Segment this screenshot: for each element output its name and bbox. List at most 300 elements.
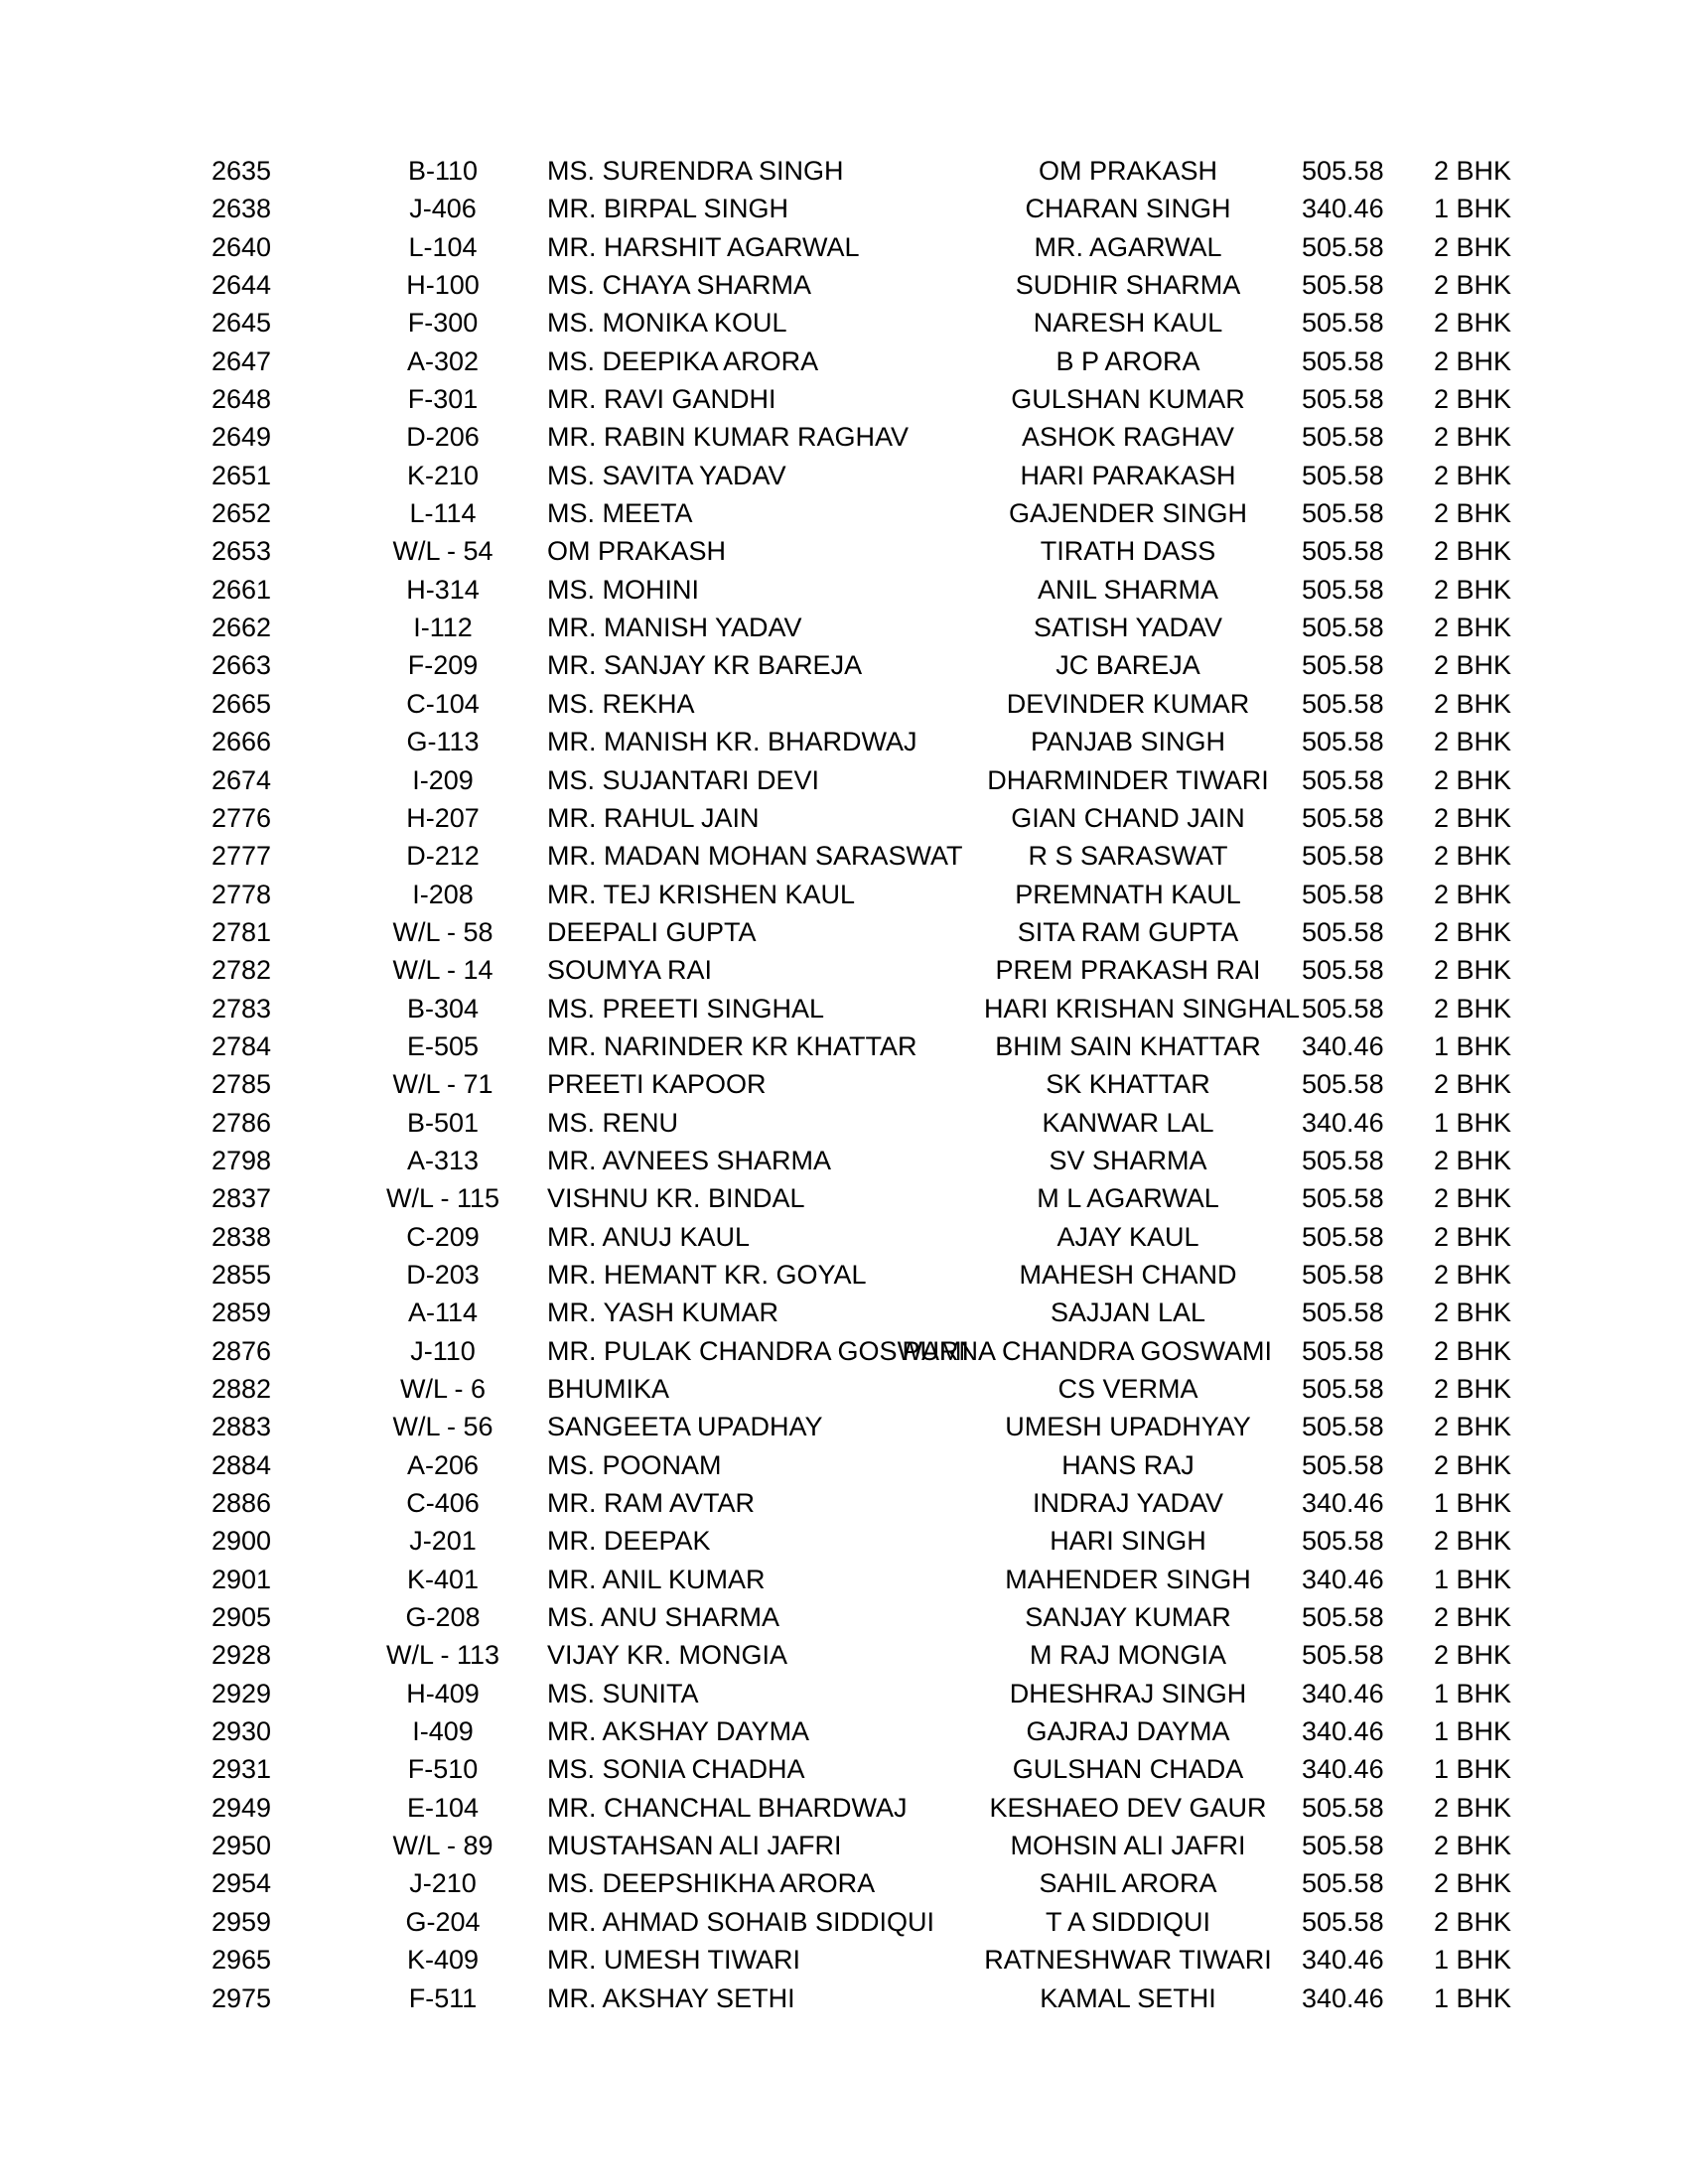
area-cell: 505.58 [1302, 613, 1384, 643]
allottee-name-cell: MS. DEEPSHIKHA ARORA [547, 1868, 876, 1899]
table-row [0, 799, 1688, 837]
serial-number-cell: 2652 [211, 498, 272, 529]
flat-type-cell: 2 BHK [1434, 231, 1512, 262]
serial-number-cell: 2648 [211, 384, 272, 415]
allottee-name-cell: MR. BIRPAL SINGH [547, 194, 789, 224]
flat-type-cell: 2 BHK [1434, 1374, 1512, 1404]
area-cell: 505.58 [1302, 1145, 1384, 1175]
father-name-cell: RATNESHWAR TIWARI [984, 1945, 1272, 1976]
flat-type-cell: 1 BHK [1434, 1754, 1512, 1785]
flat-number-cell: J-210 [409, 1868, 477, 1899]
flat-number-cell: F-511 [408, 1982, 478, 2013]
table-row [0, 1750, 1688, 1788]
flat-type-cell: 2 BHK [1434, 1526, 1512, 1557]
father-name-cell: R S SARASWAT [1028, 841, 1228, 872]
flat-number-cell: G-113 [406, 727, 480, 757]
father-name-cell: MAHENDER SINGH [1005, 1564, 1251, 1594]
area-cell: 505.58 [1302, 1221, 1384, 1252]
flat-number-cell: W/L - 56 [392, 1412, 493, 1442]
serial-number-cell: 2876 [211, 1335, 272, 1366]
flat-type-cell: 1 BHK [1434, 1945, 1512, 1976]
serial-number-cell: 2782 [211, 955, 272, 986]
flat-type-cell: 2 BHK [1434, 802, 1512, 833]
father-name-cell: TIRATH DASS [1040, 536, 1216, 567]
flat-number-cell: W/L - 115 [385, 1183, 500, 1214]
allottee-name-cell: MR. MANISH YADAV [547, 613, 802, 643]
allottee-name-cell: MR. SANJAY KR BAREJA [547, 650, 863, 681]
flat-number-cell: C-406 [406, 1488, 480, 1519]
flat-type-cell: 2 BHK [1434, 384, 1512, 415]
flat-number-cell: L-114 [409, 498, 477, 529]
flat-number-cell: L-104 [408, 231, 478, 262]
allottee-name-cell: MR. AKSHAY DAYMA [547, 1716, 810, 1747]
table-row [0, 1979, 1688, 2017]
area-cell: 340.46 [1302, 1945, 1384, 1976]
flat-number-cell: A-313 [406, 1145, 480, 1175]
father-name-cell: GIAN CHAND JAIN [1011, 802, 1245, 833]
flat-type-cell: 2 BHK [1434, 345, 1512, 376]
flat-number-cell: W/L - 89 [392, 1831, 493, 1861]
father-name-cell: SAJJAN LAL [1050, 1297, 1206, 1328]
table-row [0, 1561, 1688, 1598]
father-name-cell: DEVINDER KUMAR [1006, 688, 1250, 719]
allottee-name-cell: MR. RABIN KUMAR RAGHAV [547, 422, 910, 453]
flat-number-cell: K-401 [406, 1564, 480, 1594]
allottee-name-cell: MR. RAM AVTAR [547, 1488, 756, 1519]
table-row [0, 1675, 1688, 1712]
flat-type-cell: 2 BHK [1434, 460, 1512, 490]
father-name-cell: INDRAJ YADAV [1032, 1488, 1224, 1519]
allottee-name-cell: MUSTAHSAN ALI JAFRI [547, 1831, 842, 1861]
area-cell: 505.58 [1302, 460, 1384, 490]
allottee-name-cell: MR. NARINDER KR KHATTAR [547, 1030, 917, 1061]
area-cell: 340.46 [1302, 194, 1384, 224]
flat-number-cell: J-201 [409, 1526, 477, 1557]
table-row [0, 646, 1688, 684]
flat-number-cell: B-304 [406, 993, 480, 1024]
father-name-cell: CS VERMA [1057, 1374, 1198, 1404]
table-row [0, 342, 1688, 380]
area-cell: 505.58 [1302, 384, 1384, 415]
allottee-name-cell: MR. PULAK CHANDRA GOSWAMI [547, 1335, 970, 1366]
flat-type-cell: 2 BHK [1434, 1412, 1512, 1442]
allottee-name-cell: MS. SAVITA YADAV [547, 460, 786, 490]
area-cell: 505.58 [1302, 1449, 1384, 1480]
flat-number-cell: W/L - 6 [399, 1374, 486, 1404]
serial-number-cell: 2838 [211, 1221, 272, 1252]
serial-number-cell: 2886 [211, 1488, 272, 1519]
father-name-cell: GAJENDER SINGH [1008, 498, 1248, 529]
allottee-name-cell: MR. HEMANT KR. GOYAL [547, 1259, 867, 1290]
table-row [0, 228, 1688, 266]
allottee-name-cell: MS. MONIKA KOUL [547, 308, 787, 339]
flat-type-cell: 2 BHK [1434, 1602, 1512, 1633]
allottee-name-cell: MS. RENU [547, 1107, 679, 1138]
area-cell: 505.58 [1302, 1412, 1384, 1442]
area-cell: 505.58 [1302, 879, 1384, 909]
father-name-cell: HARI PARAKASH [1020, 460, 1236, 490]
father-name-cell: ANIL SHARMA [1037, 574, 1219, 605]
allottee-name-cell: MS. SUJANTARI DEVI [547, 764, 820, 795]
flat-type-cell: 2 BHK [1434, 1449, 1512, 1480]
allottee-name-cell: DEEPALI GUPTA [547, 916, 757, 947]
allottee-name-cell: MR. MADAN MOHAN SARASWAT [547, 841, 963, 872]
father-name-cell: KAMAL SETHI [1040, 1982, 1216, 2013]
father-name-cell: SK KHATTAR [1046, 1069, 1210, 1100]
area-cell: 505.58 [1302, 156, 1384, 186]
father-name-cell: MR. AGARWAL [1034, 231, 1222, 262]
serial-number-cell: 2777 [211, 841, 272, 872]
flat-number-cell: F-300 [407, 308, 479, 339]
allottee-name-cell: MR. AVNEES SHARMA [547, 1145, 832, 1175]
serial-number-cell: 2674 [211, 764, 272, 795]
area-cell: 340.46 [1302, 1982, 1384, 2013]
serial-number-cell: 2778 [211, 879, 272, 909]
father-name-cell: GULSHAN CHADA [1012, 1754, 1244, 1785]
father-name-cell: SANJAY KUMAR [1025, 1602, 1231, 1633]
flat-number-cell: I-209 [412, 764, 474, 795]
flat-type-cell: 2 BHK [1434, 422, 1512, 453]
area-cell: 340.46 [1302, 1488, 1384, 1519]
father-name-cell: SATISH YADAV [1033, 613, 1223, 643]
serial-number-cell: 2635 [211, 156, 272, 186]
serial-number-cell: 2975 [211, 1982, 272, 2013]
table-row [0, 1598, 1688, 1636]
flat-type-cell: 2 BHK [1434, 1906, 1512, 1937]
flat-number-cell: W/L - 58 [392, 916, 493, 947]
area-cell: 505.58 [1302, 1069, 1384, 1100]
father-name-cell: ASHOK RAGHAV [1021, 422, 1235, 453]
flat-number-cell: H-314 [406, 574, 480, 605]
table-row [0, 951, 1688, 989]
serial-number-cell: 2781 [211, 916, 272, 947]
flat-type-cell: 2 BHK [1434, 650, 1512, 681]
serial-number-cell: 2785 [211, 1069, 272, 1100]
allottee-name-cell: SANGEETA UPADHAY [547, 1412, 823, 1442]
table-row [0, 1027, 1688, 1065]
allottee-name-cell: MS. MOHINI [547, 574, 699, 605]
serial-number-cell: 2776 [211, 802, 272, 833]
flat-number-cell: I-112 [413, 613, 473, 643]
area-cell: 505.58 [1302, 802, 1384, 833]
flat-type-cell: 2 BHK [1434, 270, 1512, 301]
allottee-name-cell: MS. REKHA [547, 688, 695, 719]
area-cell: 505.58 [1302, 270, 1384, 301]
flat-number-cell: D-203 [406, 1259, 480, 1290]
flat-type-cell: 2 BHK [1434, 498, 1512, 529]
area-cell: 340.46 [1302, 1030, 1384, 1061]
allottee-name-cell: MS. SUNITA [547, 1678, 699, 1708]
area-cell: 340.46 [1302, 1678, 1384, 1708]
area-cell: 505.58 [1302, 1183, 1384, 1214]
father-name-cell: BHIM SAIN KHATTAR [995, 1030, 1261, 1061]
table-row [0, 1484, 1688, 1522]
area-cell: 505.58 [1302, 955, 1384, 986]
serial-number-cell: 2651 [211, 460, 272, 490]
flat-number-cell: W/L - 113 [385, 1640, 500, 1671]
father-name-cell: NARESH KAUL [1033, 308, 1223, 339]
flat-type-cell: 2 BHK [1434, 1145, 1512, 1175]
serial-number-cell: 2954 [211, 1868, 272, 1899]
flat-number-cell: C-104 [406, 688, 480, 719]
flat-number-cell: H-409 [406, 1678, 480, 1708]
father-name-cell: PREMNATH KAUL [1015, 879, 1241, 909]
flat-type-cell: 2 BHK [1434, 993, 1512, 1024]
flat-number-cell: A-114 [407, 1297, 479, 1328]
flat-number-cell: B-501 [406, 1107, 480, 1138]
area-cell: 505.58 [1302, 308, 1384, 339]
flat-type-cell: 2 BHK [1434, 1335, 1512, 1366]
flat-number-cell: J-110 [410, 1335, 476, 1366]
serial-number-cell: 2663 [211, 650, 272, 681]
area-cell: 505.58 [1302, 764, 1384, 795]
allottee-name-cell: MR. RAHUL JAIN [547, 802, 760, 833]
flat-number-cell: E-104 [406, 1792, 480, 1823]
serial-number-cell: 2798 [211, 1145, 272, 1175]
allottee-name-cell: MS. CHAYA SHARMA [547, 270, 812, 301]
father-name-cell: GULSHAN KUMAR [1011, 384, 1245, 415]
serial-number-cell: 2928 [211, 1640, 272, 1671]
allottee-name-cell: MS. MEETA [547, 498, 693, 529]
flat-type-cell: 2 BHK [1434, 536, 1512, 567]
table-row [0, 1142, 1688, 1179]
flat-type-cell: 1 BHK [1434, 1488, 1512, 1519]
flat-type-cell: 2 BHK [1434, 1792, 1512, 1823]
table-row [0, 723, 1688, 760]
father-name-cell: SITA RAM GUPTA [1017, 916, 1239, 947]
flat-type-cell: 1 BHK [1434, 194, 1512, 224]
serial-number-cell: 2884 [211, 1449, 272, 1480]
area-cell: 505.58 [1302, 1335, 1384, 1366]
area-cell: 505.58 [1302, 1374, 1384, 1404]
serial-number-cell: 2653 [211, 536, 272, 567]
flat-number-cell: H-207 [406, 802, 480, 833]
serial-number-cell: 2666 [211, 727, 272, 757]
table-row [0, 1864, 1688, 1902]
table-row [0, 1332, 1688, 1370]
table-row [0, 837, 1688, 875]
flat-number-cell: E-505 [406, 1030, 480, 1061]
area-cell: 340.46 [1302, 1107, 1384, 1138]
flat-type-cell: 1 BHK [1434, 1030, 1512, 1061]
area-cell: 505.58 [1302, 688, 1384, 719]
allottee-name-cell: MR. AHMAD SOHAIB SIDDIQUI [547, 1906, 935, 1937]
flat-number-cell: K-409 [406, 1945, 480, 1976]
flat-number-cell: G-208 [405, 1602, 481, 1633]
table-row [0, 1446, 1688, 1484]
flat-number-cell: G-204 [405, 1906, 481, 1937]
flat-type-cell: 2 BHK [1434, 916, 1512, 947]
father-name-cell: M L AGARWAL [1037, 1183, 1219, 1214]
area-cell: 505.58 [1302, 1831, 1384, 1861]
serial-number-cell: 2949 [211, 1792, 272, 1823]
flat-number-cell: W/L - 54 [392, 536, 493, 567]
table-row [0, 1712, 1688, 1750]
table-row [0, 190, 1688, 227]
allottee-name-cell: BHUMIKA [547, 1374, 670, 1404]
allottee-name-cell: MR. AKSHAY SETHI [547, 1982, 795, 2013]
father-name-cell: AJAY KAUL [1056, 1221, 1199, 1252]
table-row [0, 990, 1688, 1027]
area-cell: 505.58 [1302, 231, 1384, 262]
flat-type-cell: 2 BHK [1434, 1640, 1512, 1671]
father-name-cell: DHARMINDER TIWARI [987, 764, 1269, 795]
father-name-cell: MAHESH CHAND [1019, 1259, 1237, 1290]
father-name-cell: HARI SINGH [1050, 1526, 1206, 1557]
serial-number-cell: 2784 [211, 1030, 272, 1061]
area-cell: 505.58 [1302, 1906, 1384, 1937]
area-cell: 505.58 [1302, 841, 1384, 872]
serial-number-cell: 2901 [211, 1564, 272, 1594]
flat-number-cell: J-406 [409, 194, 477, 224]
serial-number-cell: 2645 [211, 308, 272, 339]
flat-number-cell: D-206 [406, 422, 480, 453]
table-row [0, 494, 1688, 532]
area-cell: 505.58 [1302, 1792, 1384, 1823]
serial-number-cell: 2638 [211, 194, 272, 224]
flat-type-cell: 2 BHK [1434, 1183, 1512, 1214]
allottee-name-cell: MS. ANU SHARMA [547, 1602, 780, 1633]
area-cell: 505.58 [1302, 1640, 1384, 1671]
allottee-name-cell: MS. SONIA CHADHA [547, 1754, 805, 1785]
father-name-cell: SAHIL ARORA [1039, 1868, 1217, 1899]
serial-number-cell: 2882 [211, 1374, 272, 1404]
serial-number-cell: 2649 [211, 422, 272, 453]
allottee-name-cell: OM PRAKASH [547, 536, 727, 567]
area-cell: 505.58 [1302, 1868, 1384, 1899]
flat-number-cell: C-209 [406, 1221, 480, 1252]
allottee-name-cell: MR. HARSHIT AGARWAL [547, 231, 860, 262]
table-row [0, 1104, 1688, 1142]
father-name-cell: M RAJ MONGIA [1029, 1640, 1226, 1671]
flat-number-cell: F-209 [407, 650, 479, 681]
allottee-name-cell: MR. MANISH KR. BHARDWAJ [547, 727, 917, 757]
allottee-name-cell: MS. SURENDRA SINGH [547, 156, 844, 186]
serial-number-cell: 2905 [211, 1602, 272, 1633]
flat-number-cell: A-302 [406, 345, 480, 376]
serial-number-cell: 2855 [211, 1259, 272, 1290]
serial-number-cell: 2783 [211, 993, 272, 1024]
table-row [0, 1179, 1688, 1217]
area-cell: 505.58 [1302, 727, 1384, 757]
table-row [0, 380, 1688, 418]
flat-number-cell: W/L - 71 [392, 1069, 493, 1100]
flat-type-cell: 1 BHK [1434, 1716, 1512, 1747]
serial-number-cell: 2837 [211, 1183, 272, 1214]
serial-number-cell: 2640 [211, 231, 272, 262]
table-row [0, 1789, 1688, 1827]
allottee-name-cell: MS. PREETI SINGHAL [547, 993, 825, 1024]
table-row [0, 1256, 1688, 1294]
table-row [0, 609, 1688, 646]
allottee-name-cell: VIJAY KR. MONGIA [547, 1640, 788, 1671]
flat-type-cell: 1 BHK [1434, 1107, 1512, 1138]
table-row [0, 1941, 1688, 1979]
area-cell: 340.46 [1302, 1754, 1384, 1785]
table-row [0, 152, 1688, 190]
allottee-name-cell: MR. UMESH TIWARI [547, 1945, 800, 1976]
allottee-name-cell: MR. ANUJ KAUL [547, 1221, 751, 1252]
father-name-cell: DHESHRAJ SINGH [1009, 1678, 1247, 1708]
area-cell: 505.58 [1302, 498, 1384, 529]
table-row [0, 304, 1688, 341]
father-name-cell: T A SIDDIQUI [1045, 1906, 1211, 1937]
father-name-cell: OM PRAKASH [1038, 156, 1218, 186]
serial-number-cell: 2665 [211, 688, 272, 719]
table-row [0, 761, 1688, 799]
serial-number-cell: 2786 [211, 1107, 272, 1138]
flat-number-cell: D-212 [406, 841, 480, 872]
serial-number-cell: 2883 [211, 1412, 272, 1442]
table-row [0, 418, 1688, 456]
table-row [0, 913, 1688, 951]
serial-number-cell: 2644 [211, 270, 272, 301]
father-name-cell: KESHAEO DEV GAUR [989, 1792, 1267, 1823]
flat-type-cell: 2 BHK [1434, 955, 1512, 986]
table-row [0, 1370, 1688, 1408]
flat-number-cell: K-210 [406, 460, 480, 490]
area-cell: 505.58 [1302, 574, 1384, 605]
table-row [0, 532, 1688, 570]
allottee-name-cell: MR. TEJ KRISHEN KAUL [547, 879, 856, 909]
area-cell: 505.58 [1302, 993, 1384, 1024]
flat-type-cell: 2 BHK [1434, 1297, 1512, 1328]
area-cell: 505.58 [1302, 650, 1384, 681]
table-row [0, 1903, 1688, 1941]
flat-type-cell: 2 BHK [1434, 613, 1512, 643]
allottee-name-cell: MR. ANIL KUMAR [547, 1564, 766, 1594]
allottee-name-cell: MR. CHANCHAL BHARDWAJ [547, 1792, 908, 1823]
serial-number-cell: 2965 [211, 1945, 272, 1976]
serial-number-cell: 2859 [211, 1297, 272, 1328]
father-name-cell: CHARAN SINGH [1025, 194, 1231, 224]
flat-number-cell: F-510 [407, 1754, 479, 1785]
area-cell: 505.58 [1302, 1259, 1384, 1290]
allottee-name-cell: MR. DEEPAK [547, 1526, 711, 1557]
flat-type-cell: 2 BHK [1434, 1259, 1512, 1290]
father-name-cell: SUDHIR SHARMA [1015, 270, 1241, 301]
flat-type-cell: 1 BHK [1434, 1564, 1512, 1594]
flat-type-cell: 1 BHK [1434, 1982, 1512, 2013]
allottee-name-cell: MR. RAVI GANDHI [547, 384, 776, 415]
flat-type-cell: 2 BHK [1434, 879, 1512, 909]
flat-type-cell: 2 BHK [1434, 1868, 1512, 1899]
flat-type-cell: 2 BHK [1434, 1069, 1512, 1100]
father-name-cell: KANWAR LAL [1042, 1107, 1214, 1138]
father-name-cell: MOHSIN ALI JAFRI [1010, 1831, 1246, 1861]
area-cell: 505.58 [1302, 1297, 1384, 1328]
flat-type-cell: 2 BHK [1434, 841, 1512, 872]
allottee-name-cell: PREETI KAPOOR [547, 1069, 767, 1100]
serial-number-cell: 2959 [211, 1906, 272, 1937]
father-name-cell: PREM PRAKASH RAI [995, 955, 1261, 986]
table-row [0, 457, 1688, 494]
table-row [0, 1408, 1688, 1445]
allottee-name-cell: MR. YASH KUMAR [547, 1297, 779, 1328]
area-cell: 505.58 [1302, 345, 1384, 376]
father-name-cell: SV SHARMA [1049, 1145, 1207, 1175]
allottee-name-cell: MS. POONAM [547, 1449, 722, 1480]
table-row [0, 685, 1688, 723]
flat-number-cell: A-206 [406, 1449, 480, 1480]
flat-number-cell: W/L - 14 [392, 955, 493, 986]
father-name-cell: HANS RAJ [1061, 1449, 1195, 1480]
allottee-name-cell: VISHNU KR. BINDAL [547, 1183, 805, 1214]
flat-number-cell: I-208 [412, 879, 474, 909]
flat-type-cell: 2 BHK [1434, 688, 1512, 719]
flat-type-cell: 1 BHK [1434, 1678, 1512, 1708]
flat-number-cell: I-409 [412, 1716, 474, 1747]
